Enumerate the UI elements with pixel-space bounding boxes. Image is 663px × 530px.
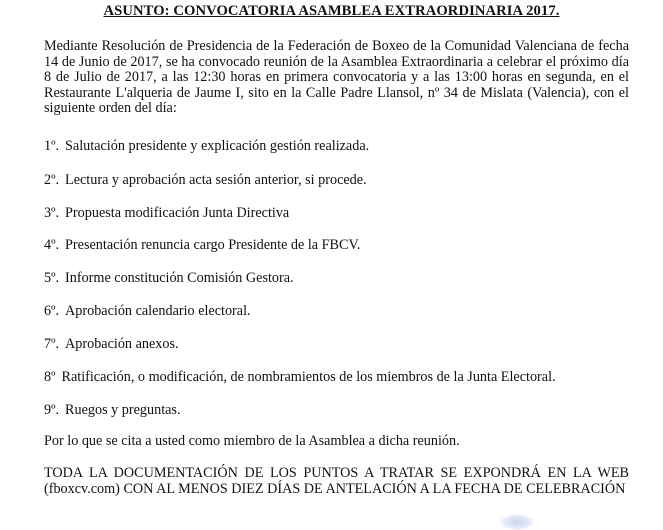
agenda-item-number: 8º xyxy=(44,369,56,385)
document-title: ASUNTO: CONVOCATORIA ASAMBLEA EXTRAORDINARIA 2017. xyxy=(103,3,560,19)
agenda-item-text: Ratificación, o modificación, de nombramientos de los miembros de la Junta Electoral. xyxy=(61,369,556,385)
agenda-item-number: 4º. xyxy=(44,237,60,253)
agenda-item-text: Informe constitución Comisión Gestora. xyxy=(65,270,294,286)
closing-paragraph: Por lo que se cita a usted como miembro de la Asamblea a dicha reunión. xyxy=(44,433,460,449)
agenda-item-text: Ruegos y preguntas. xyxy=(65,402,181,418)
agenda-item-text: Aprobación anexos. xyxy=(65,336,179,352)
agenda-item xyxy=(44,205,644,221)
agenda-item-number: 7º. xyxy=(44,336,60,352)
agenda-item-number: 6º. xyxy=(44,303,60,319)
agenda-item-number: 5º. xyxy=(44,270,60,286)
agenda-item xyxy=(44,303,644,319)
intro-paragraph: Mediante Resolución de Presidencia de la Federación de Boxeo de la Comunidad Valenciana de fecha 14 de Junio de 2017, se ha convocado reunión de la Asamblea Extraordinaria a celebrar el próximo día 8 de Julio de 2017, a las 12:30 horas en primera convocatoria y a las 13:00 horas en segunda, en el Restaurante L'alqueria de Jaume I, sito en la Calle Padre Llansol, nº 34 de Mislata (Valencia), con el siguiente orden del día: xyxy=(44,38,629,117)
agenda-item-text: Salutación presidente y explicación gestión realizada. xyxy=(65,138,370,154)
agenda-item xyxy=(44,172,644,188)
agenda-item xyxy=(44,237,644,253)
agenda-item-number: 1º. xyxy=(44,138,60,154)
agenda-item-text: Presentación renuncia cargo Presidente de la FBCV. xyxy=(65,237,361,253)
agenda-item-number: 9º. xyxy=(44,402,60,418)
agenda-item xyxy=(44,138,644,154)
agenda-item-text: Propuesta modificación Junta Directiva xyxy=(65,205,290,221)
agenda-item xyxy=(44,402,644,418)
corner-mark xyxy=(500,514,534,530)
agenda-item-text: Lectura y aprobación acta sesión anterior, si procede. xyxy=(65,172,367,188)
agenda-item xyxy=(44,369,644,385)
agenda-item-number: 3º. xyxy=(44,205,60,221)
agenda-item-number: 2º. xyxy=(44,172,60,188)
agenda-item xyxy=(44,336,644,352)
agenda-item-text: Aprobación calendario electoral. xyxy=(65,303,251,319)
agenda-item xyxy=(44,270,644,286)
documentation-notice: TODA LA DOCUMENTACIÓN DE LOS PUNTOS A TRATAR SE EXPONDRÁ EN LA WEB (fboxcv.com) CON AL MENOS DIEZ DÍAS DE ANTELACIÓN A LA FECHA DE CELEBRACIÓN xyxy=(44,465,629,497)
